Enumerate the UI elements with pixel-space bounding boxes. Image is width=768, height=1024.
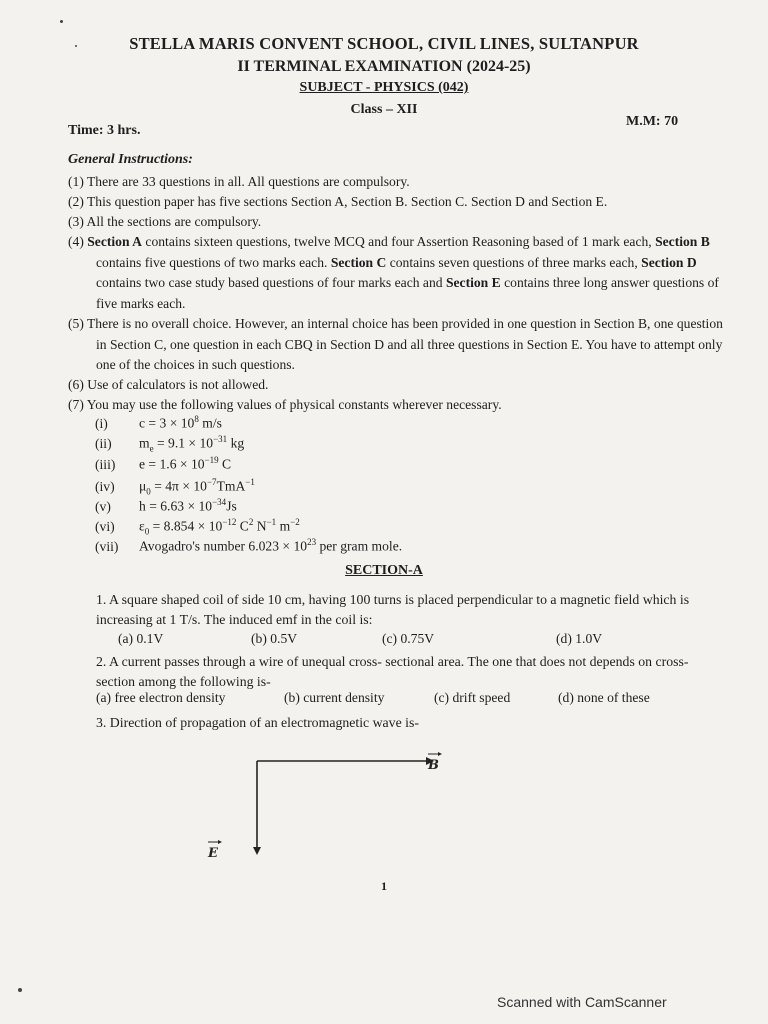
- constant-row: [95, 517, 300, 536]
- constant-number: (iv): [95, 478, 115, 494]
- constant-row: [95, 455, 231, 473]
- instruction-4-text: contains five questions of two marks each.: [96, 254, 331, 270]
- constant-number: (v): [95, 498, 111, 514]
- constant-exponent: −34: [212, 497, 227, 507]
- constant-exponent: −7: [206, 477, 217, 487]
- instruction-4-section-d: Section D: [641, 254, 697, 270]
- constant-symbol: ε: [139, 518, 145, 534]
- constant-symbol: e = 1.6 × 10: [139, 456, 205, 472]
- b-label: B: [428, 758, 439, 773]
- constant-symbol: μ: [139, 478, 147, 494]
- instruction-4-section-c: Section C: [330, 254, 387, 270]
- e-vector-arrowhead: [218, 840, 222, 844]
- constant-text: Js: [226, 498, 237, 514]
- scanner-watermark: Scanned with CamScanner: [497, 994, 667, 1010]
- constant-text: = 9.1 × 10: [153, 435, 214, 451]
- q2-option-a: (a) free electron density: [96, 690, 226, 705]
- instruction-5: (5) There is no overall choice. However, an internal choice has been provided in one question in Section B, one question in Section C, one question in each CBQ in Section D and all three questions in Section E. You have to attempt only one of the choices in such questions.: [68, 316, 723, 372]
- constant-text: C: [218, 456, 232, 472]
- constant-exponent: 2: [248, 517, 254, 527]
- instruction-1: (1) There are 33 questions in all. All questions are compulsory.: [68, 174, 410, 189]
- exam-title: II TERMINAL EXAMINATION (2024-25): [237, 58, 531, 75]
- constant-subscript: 0: [144, 526, 150, 537]
- constant-text: = 4π × 10: [150, 478, 207, 494]
- em-wave-diagram: [200, 745, 460, 865]
- constant-exponent: −1: [245, 477, 255, 487]
- instruction-3: (3) All the sections are compulsory.: [68, 214, 262, 229]
- constant-exponent: −19: [204, 455, 219, 465]
- constant-exponent: −1: [266, 517, 277, 527]
- question-3: 3. Direction of propagation of an electromagnetic wave is-: [96, 715, 419, 730]
- instruction-4-section-a: Section A: [87, 234, 143, 249]
- instruction-4-text: contains seven questions of three marks each,: [386, 254, 642, 270]
- instruction-4: [68, 232, 736, 314]
- section-a-heading: SECTION-A: [345, 563, 423, 578]
- school-name: STELLA MARIS CONVENT SCHOOL, CIVIL LINES, SULTANPUR: [129, 34, 639, 53]
- constant-row: [95, 537, 402, 555]
- constant-exponent: −31: [213, 434, 228, 444]
- constant-symbol: Avogadro's number 6.023 × 10: [139, 538, 308, 554]
- constant-text: m: [276, 518, 291, 534]
- constant-symbol: h = 6.63 × 10: [139, 498, 213, 514]
- instruction-4-text: (4): [68, 234, 88, 249]
- question-2-options: [96, 690, 716, 710]
- page-number: 1: [381, 879, 387, 893]
- class-label: Class – XII: [350, 102, 418, 117]
- instruction-4-section-b: Section B: [655, 234, 710, 249]
- b-vector-arrowhead: [438, 752, 442, 756]
- constant-number: (vi): [95, 518, 115, 534]
- constant-exponent: −2: [290, 517, 300, 527]
- constant-exponent: −12: [222, 517, 237, 527]
- constant-text: m/s: [198, 415, 222, 431]
- q1-option-b: (b) 0.5V: [251, 631, 298, 646]
- time-label: Time: 3 hrs.: [68, 123, 141, 138]
- scan-speck: [60, 20, 63, 23]
- instruction-4-section-e: Section E: [445, 275, 501, 290]
- instruction-7: (7) You may use the following values of physical constants wherever necessary.: [68, 397, 502, 412]
- q2-option-c: (c) drift speed: [434, 690, 511, 705]
- e-label: E: [208, 846, 218, 861]
- subject-title: SUBJECT - PHYSICS (042): [299, 80, 469, 95]
- constant-text: C: [236, 518, 249, 534]
- constant-text: = 8.854 × 10: [149, 518, 223, 534]
- q1-option-d: (d) 1.0V: [556, 631, 603, 646]
- instruction-6: (6) Use of calculators is not allowed.: [68, 377, 269, 392]
- max-marks-label: M.M: 70: [626, 114, 679, 129]
- question-1-options: [118, 631, 718, 651]
- constant-number: (i): [95, 415, 108, 431]
- q2-option-b: (b) current density: [284, 690, 385, 705]
- constant-subscript: 0: [146, 486, 151, 497]
- constant-row: [95, 497, 237, 515]
- instruction-4-text: contains three long answer questions of five marks each.: [96, 275, 719, 311]
- constant-text: N: [253, 518, 267, 534]
- constant-subscript: e: [149, 443, 154, 454]
- instruction-2: (2) This question paper has five sections Section A, Section B. Section C. Section D and Section E.: [68, 194, 608, 209]
- constant-symbol: c = 3 × 10: [139, 415, 195, 431]
- constant-text: kg: [227, 435, 245, 451]
- constant-row: [95, 434, 244, 453]
- instruction-4-text: contains sixteen questions, twelve MCQ and four Assertion Reasoning based of 1 mark each,: [142, 234, 656, 249]
- q1-option-c: (c) 0.75V: [382, 631, 435, 646]
- q2-option-d: (d) none of these: [558, 690, 650, 705]
- constant-number: (iii): [95, 456, 116, 472]
- instructions-heading: General Instructions:: [68, 152, 193, 167]
- e-arrowhead: [253, 847, 261, 855]
- constant-number: (vii): [95, 538, 119, 554]
- constant-number: (ii): [95, 435, 112, 451]
- question-2: 2. A current passes through a wire of unequal cross- sectional area. The one that does not depends on cross- section among the following is-: [96, 654, 689, 689]
- constant-text: per gram mole.: [316, 538, 403, 554]
- instruction-4-text: contains two case study based questions of four marks each and: [96, 275, 446, 290]
- q1-option-a: (a) 0.1V: [118, 631, 164, 646]
- scan-speck: [18, 988, 22, 992]
- constant-row: [95, 477, 255, 496]
- constant-exponent: 8: [194, 414, 199, 424]
- question-1: 1. A square shaped coil of side 10 cm, having 100 turns is placed perpendicular to a magnetic field which is increasing at 1 T/s. The induced emf in the coil is:: [96, 592, 690, 627]
- constant-row: [95, 414, 222, 432]
- constant-exponent: 23: [307, 537, 317, 547]
- constant-symbol: m: [139, 435, 150, 451]
- constant-text: TmA: [216, 478, 246, 494]
